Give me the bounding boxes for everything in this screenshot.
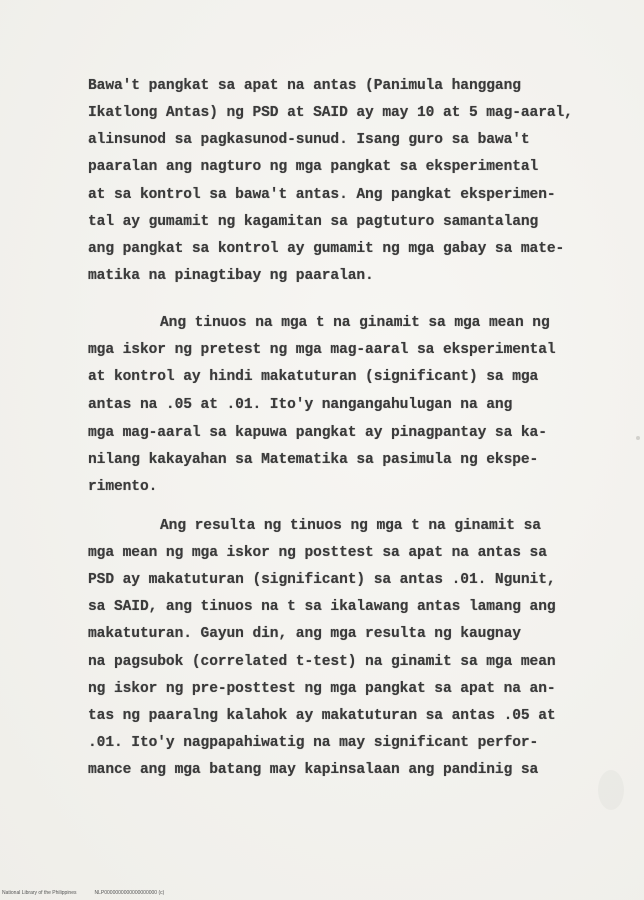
text-line: ang pangkat sa kontrol ay gumamit ng mga gabay sa mate-	[88, 241, 565, 257]
paper-speck	[636, 436, 640, 440]
paper-stain	[598, 770, 624, 810]
text-line: mga mean ng mga iskor ng posttest sa apat na antas sa	[88, 545, 547, 561]
text-line: .01. Ito'y nagpapahiwatig na may significant perfor-	[88, 735, 539, 751]
text-line: nilang kakayahan sa Matematika sa pasimula ng ekspe-	[88, 452, 539, 468]
text-line: rimento.	[88, 479, 158, 495]
text-line: tas ng paaralng kalahok ay makatuturan sa antas .05 at	[88, 708, 556, 724]
text-line: at kontrol ay hindi makatuturan (significant) sa mga	[88, 369, 539, 385]
text-line: makatuturan. Gayun din, ang mga resulta ng kaugnay	[88, 626, 521, 642]
text-line: mga iskor ng pretest ng mga mag-aaral sa eksperimental	[88, 342, 556, 358]
text-line: sa SAID, ang tinuos na t sa ikalawang antas lamang ang	[88, 599, 556, 615]
text-line: antas na .05 at .01. Ito'y nangangahulugan na ang	[88, 397, 513, 413]
text-line: ng iskor ng pre-posttest ng mga pangkat sa apat na an-	[88, 681, 556, 697]
text-line: alinsunod sa pagkasunod-sunud. Isang guro sa bawa't	[88, 132, 530, 148]
text-line: at sa kontrol sa bawa't antas. Ang pangkat eksperimen-	[88, 187, 556, 203]
text-line: tal ay gumamit ng kagamitan sa pagtuturo samantalang	[88, 214, 539, 230]
page-footer	[2, 890, 182, 896]
text-line: mga mag-aaral sa kapuwa pangkat ay pinagpantay sa ka-	[88, 425, 547, 441]
text-line: Ikatlong Antas) ng PSD at SAID ay may 10 at 5 mag-aaral,	[88, 105, 573, 121]
text-line: PSD ay makatuturan (significant) sa antas .01. Ngunit,	[88, 572, 556, 588]
text-line: Ang resulta ng tinuos ng mga t na ginamit sa	[160, 518, 541, 534]
text-line: Bawa't pangkat sa apat na antas (Panimula hanggang	[88, 78, 521, 94]
text-line: Ang tinuos na mga t na ginamit sa mga mean ng	[160, 315, 550, 331]
text-line: mance ang mga batang may kapinsalaan ang pandinig sa	[88, 762, 539, 778]
footer-code: NLP0000000000000000000 (c)	[94, 890, 165, 896]
footer-library: National Library of the Philippines	[2, 890, 77, 896]
text-line: matika na pinagtibay ng paaralan.	[88, 268, 374, 284]
text-line: na pagsubok (correlated t-test) na ginamit sa mga mean	[88, 654, 556, 670]
text-line: paaralan ang nagturo ng mga pangkat sa eksperimental	[88, 159, 539, 175]
